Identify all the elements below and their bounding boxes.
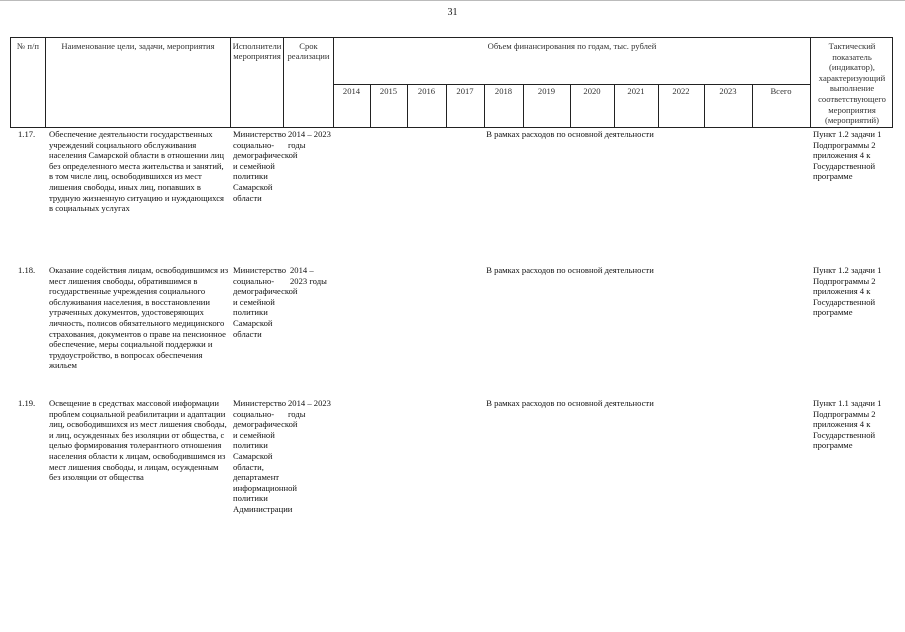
- row-1-19-number: 1.19.: [18, 398, 36, 408]
- year-2014: 2014: [342, 86, 361, 96]
- row-1-18-name: Оказание содействия лицам, освободившимся из мест лишения свободы, обратившимся в государственные учреждения социального обслуживания населения, в восстановлении утраченных документов, удостоверяющих личность, полисов обязательного медицинского страхования, документов о праве на пенсионное обеспечение, меры социальной поддержки и трудоустройство, в вопросах обеспечения жильем: [49, 265, 229, 371]
- header-finance: Объем финансирования по годам, тыс. рублей: [487, 41, 657, 51]
- header-number: № п/п: [17, 41, 39, 51]
- row-1-17-number: 1.17.: [18, 129, 36, 139]
- row-1-18-term: 2014 – 2023 годы: [290, 265, 327, 286]
- row-1-19-term: 2014 – 2023 годы: [288, 398, 331, 419]
- page-number: 31: [447, 7, 458, 18]
- row-1-17-finance: В рамках расходов по основной деятельности: [486, 129, 654, 139]
- year-total: Всего: [770, 86, 792, 96]
- row-1-18-number: 1.18.: [18, 265, 36, 275]
- row-1-17-name: Обеспечение деятельности государственных учреждений социального обслуживания населения Самарской области в отношении лиц без определенного места жительства и занятий, в том числе лиц, освободившихся из мест лишения свободы, иных лиц, попавших в трудную жизненную ситуацию и нуждающихся в социальных услугах: [49, 129, 224, 214]
- year-2020: 2020: [583, 86, 601, 96]
- year-2015: 2015: [379, 86, 398, 96]
- year-2023: 2023: [719, 86, 737, 96]
- row-1-17-indicator: Пункт 1.2 задачи 1 Подпрограммы 2 приложения 4 к Государственной программе: [813, 129, 882, 182]
- year-2018: 2018: [494, 86, 513, 96]
- year-2021: 2021: [627, 86, 645, 96]
- header-name: Наименование цели, задачи, мероприятия: [61, 41, 215, 51]
- row-1-17-term: 2014 – 2023 годы: [288, 129, 331, 150]
- row-1-18-indicator: Пункт 1.2 задачи 1 Подпрограммы 2 приложения 4 к Государственной программе: [813, 265, 882, 318]
- year-2019: 2019: [537, 86, 556, 96]
- row-1-18-finance: В рамках расходов по основной деятельности: [486, 265, 654, 275]
- year-2016: 2016: [417, 86, 436, 96]
- row-1-18-executor: Министерство социально-демографической и семейной политики Самарской области: [233, 265, 298, 339]
- row-1-19-name: Освещение в средствах массовой информации проблем социальной реабилитации и адаптации лиц, освободившихся из мест лишения свободы, и лиц, осужденных без изоляции от общества, с целью формирования толерантного отношения населения области к лицам, освободившимся из мест лишения свободы, и лицам, осужденным без изоляции от общества: [49, 398, 227, 483]
- header-term: Срок реализации: [287, 41, 330, 61]
- header-executor: Исполнители мероприятия: [232, 41, 282, 61]
- year-2017: 2017: [456, 86, 474, 96]
- row-1-19-finance: В рамках расходов по основной деятельности: [486, 398, 654, 408]
- row-1-17-executor: Министерство социально-демографической и семейной политики Самарской области: [233, 129, 298, 203]
- year-2022: 2022: [672, 86, 690, 96]
- row-1-19-executor: Министерство социально-демографической и семейной политики Самарской области, департамент информационной политики Администрации: [233, 398, 298, 514]
- row-1-19-indicator: Пункт 1.1 задачи 1 Подпрограммы 2 приложения 4 к Государственной программе: [813, 398, 882, 451]
- header-indicator: Тактический показатель (индикатор), характеризующий выполнение соответствующего мероприятия (мероприятий): [818, 41, 886, 126]
